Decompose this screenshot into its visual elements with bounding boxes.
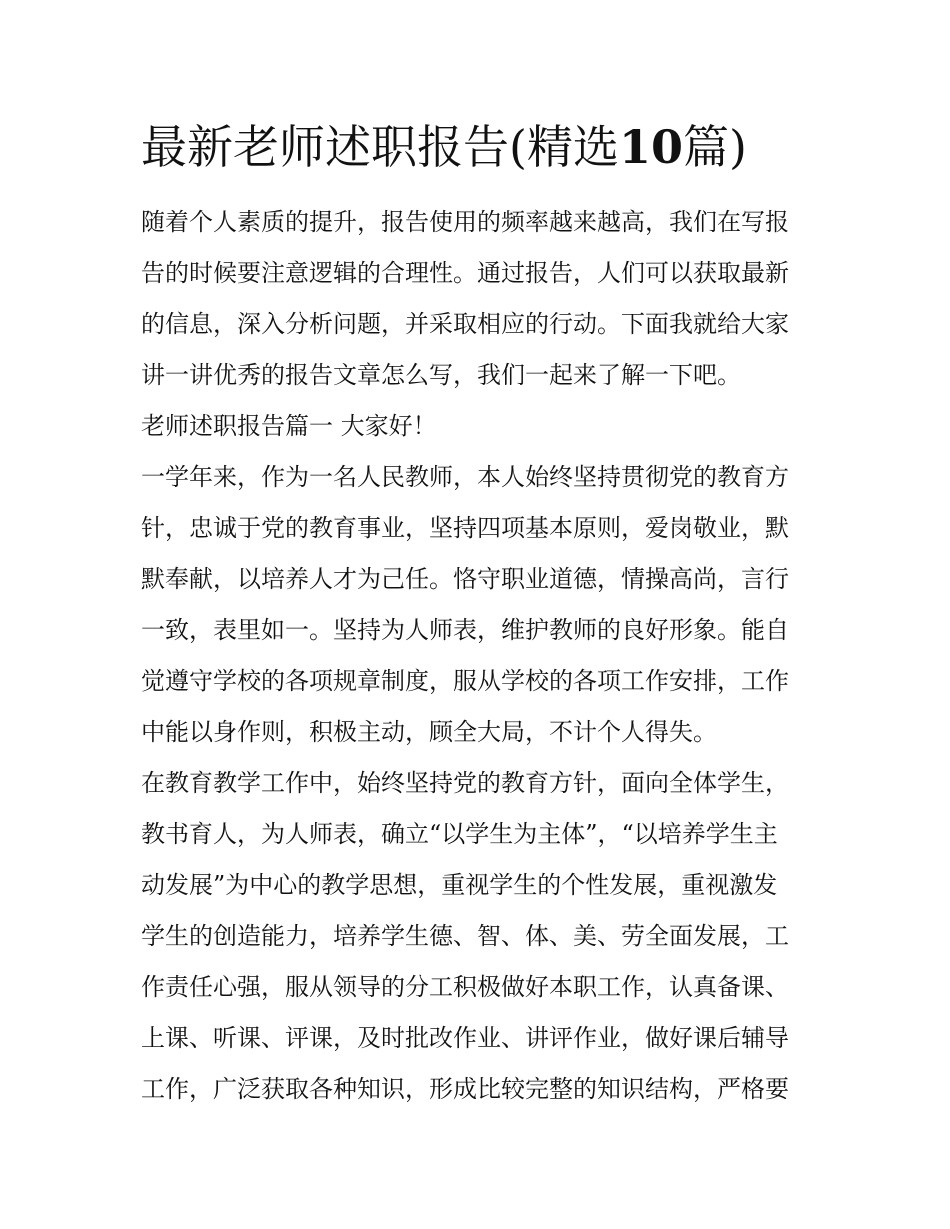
text-line: 作责任心强，服从领导的分工积极做好本职工作，认真备课、 [141, 973, 789, 1001]
title-number: 10 [618, 120, 683, 174]
text-line: 默奉献，以培养人才为己任。恪守职业道德，情操高尚，言行 [141, 565, 789, 593]
text-line: 学生的创造能力，培养学生德、智、体、美、劳全面发展，工 [141, 922, 789, 950]
paragraph-section-heading [141, 401, 811, 452]
text-line: 讲一讲优秀的报告文章怎么写，我们一起来了解一下吧。 [141, 361, 741, 389]
text-line: 工作，广泛获取各种知识，形成比较完整的知识结构，严格要 [141, 1075, 789, 1103]
text-line: 一学年来，作为一名人民教师，本人始终坚持贯彻党的教育方 [141, 463, 789, 491]
text-line: 老师述职报告篇一 大家好！ [141, 412, 437, 440]
text-line: 中能以身作则，积极主动，顾全大局，不计个人得失。 [141, 718, 717, 746]
text-line: 上课、听课、评课，及时批改作业、讲评作业，做好课后辅导 [141, 1024, 789, 1052]
paragraph-teaching [141, 758, 811, 1115]
paragraph-ethics [141, 452, 811, 758]
text-line: 动发展”为中心的教学思想，重视学生的个性发展，重视激发 [141, 871, 778, 899]
text-line: 教书育人，为人师表，确立“以学生为主体”，“以培养学生主 [141, 820, 778, 848]
document-body [141, 197, 811, 1115]
text-line: 的信息，深入分析问题，并采取相应的行动。下面我就给大家 [141, 310, 789, 338]
title-prefix: 最新老师述职报告(精选 [141, 120, 619, 174]
title-suffix: 篇) [682, 120, 747, 174]
text-line: 随着个人素质的提升，报告使用的频率越来越高，我们在写报 [141, 208, 789, 236]
paragraph-intro [141, 197, 811, 401]
text-line: 觉遵守学校的各项规章制度，服从学校的各项工作安排，工作 [141, 667, 789, 695]
text-line: 告的时候要注意逻辑的合理性。通过报告，人们可以获取最新 [141, 259, 789, 287]
document-title [141, 116, 821, 178]
text-line: 一致，表里如一。坚持为人师表，维护教师的良好形象。能自 [141, 616, 789, 644]
text-line: 针，忠诚于党的教育事业，坚持四项基本原则，爱岗敬业，默 [141, 514, 789, 542]
text-line: 在教育教学工作中，始终坚持党的教育方针，面向全体学生， [141, 769, 789, 797]
